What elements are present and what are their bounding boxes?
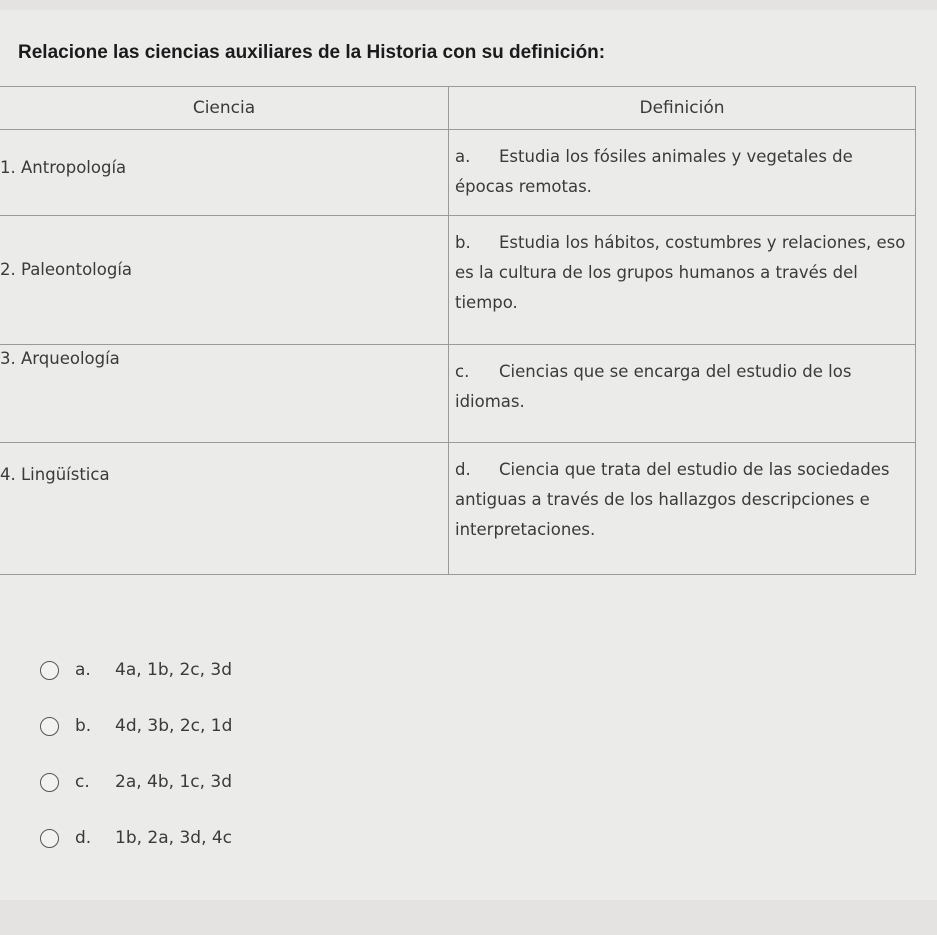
table-row <box>0 442 916 574</box>
table-row <box>0 216 916 345</box>
definicion-cell: c. Ciencias que se encarga del estudio de los idiomas. <box>449 345 916 443</box>
definicion-cell: a. Estudia los fósiles animales y vegetales de épocas remotas. <box>449 129 916 215</box>
radio-button[interactable] <box>40 829 59 848</box>
header-definicion: Definición <box>449 87 916 130</box>
header-ciencia: Ciencia <box>0 87 449 130</box>
option-letter: d. <box>75 828 92 848</box>
ciencia-cell: 1. Antropología <box>0 129 449 215</box>
radio-button[interactable] <box>40 717 59 736</box>
option-text: 2a, 4b, 1c, 3d <box>115 772 233 792</box>
ciencia-cell: 2. Paleontología <box>0 216 449 345</box>
question-text: Relacione las ciencias auxiliares de la Historia con su definición: <box>18 42 606 63</box>
radio-button[interactable] <box>40 773 59 792</box>
definicion-cell: b. Estudia los hábitos, costumbres y relaciones, eso es la cultura de los grupos humanos a través del tiempo. <box>449 216 916 345</box>
option-text: 1b, 2a, 3d, 4c <box>115 828 233 848</box>
ciencia-cell: 3. Arqueología <box>0 345 449 443</box>
ciencia-cell: 4. Lingüística <box>0 442 449 574</box>
option-letter: b. <box>75 716 92 736</box>
answer-options <box>40 655 232 879</box>
option-letter: c. <box>75 772 90 792</box>
table-row <box>0 129 916 215</box>
matching-table <box>0 86 916 575</box>
table-row <box>0 345 916 443</box>
option-text: 4a, 1b, 2c, 3d <box>115 660 233 680</box>
option-a[interactable] <box>40 655 232 685</box>
option-letter: a. <box>75 660 91 680</box>
radio-button[interactable] <box>40 661 59 680</box>
option-b[interactable] <box>40 711 232 741</box>
option-d[interactable] <box>40 823 232 853</box>
table-header-row <box>0 87 916 130</box>
definicion-cell: d. Ciencia que trata del estudio de las sociedades antiguas a través de los hallazgos descripciones e interpretaciones. <box>449 442 916 574</box>
option-text: 4d, 3b, 2c, 1d <box>115 716 233 736</box>
option-c[interactable] <box>40 767 232 797</box>
